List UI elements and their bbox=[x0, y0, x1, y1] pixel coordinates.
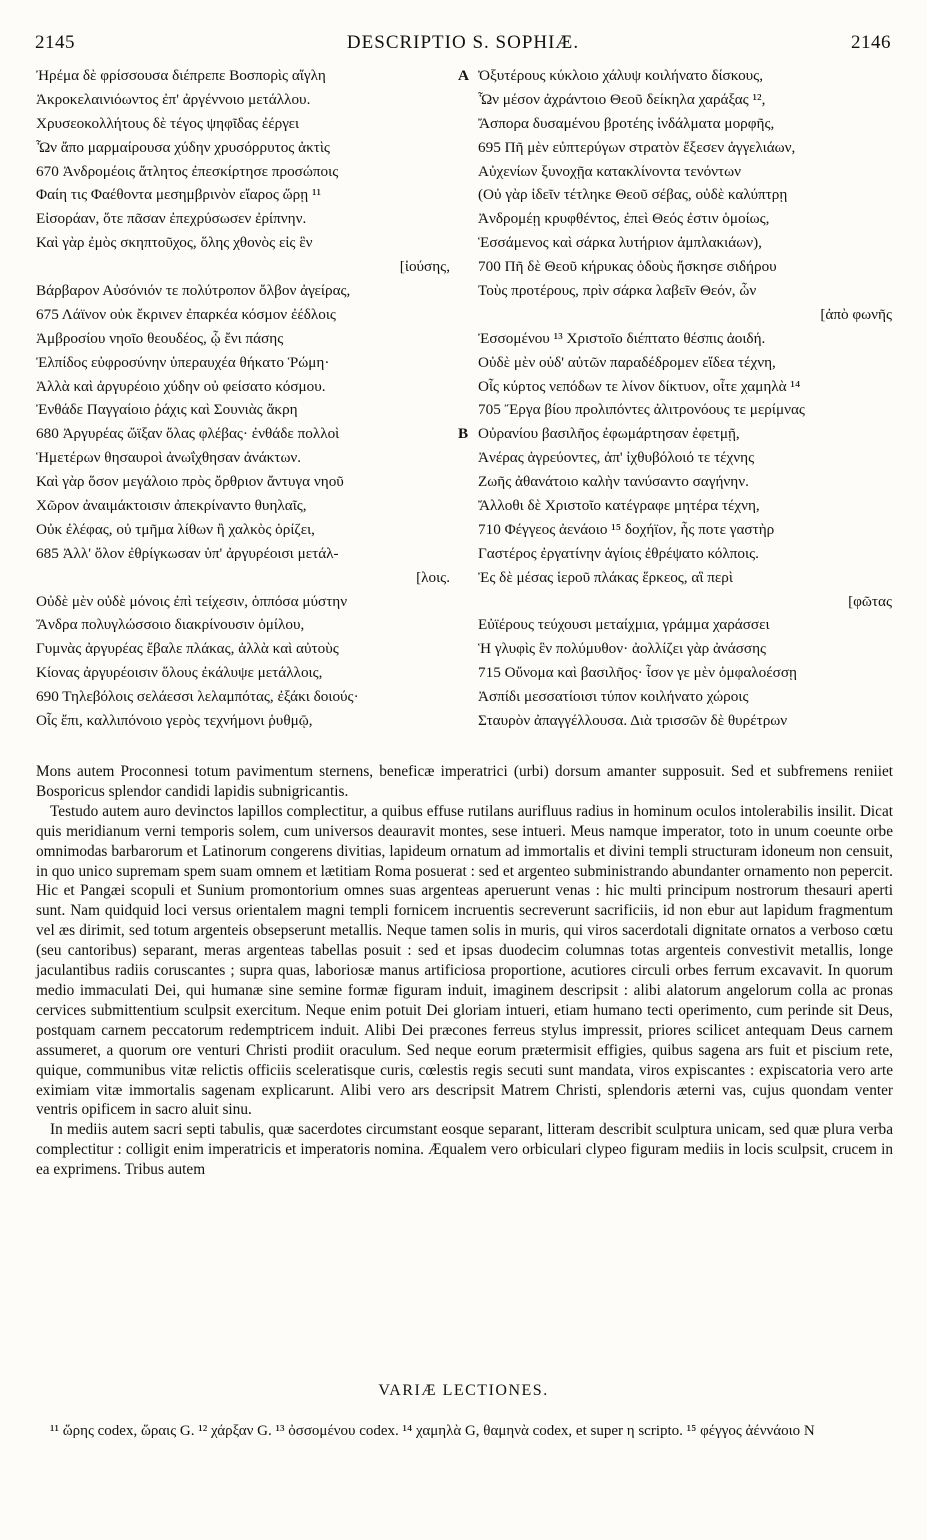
verse-text: Οὐδὲ μὲν οὐδ' αὐτῶν παραδέδρομεν εἴδεα τέχνη, bbox=[478, 353, 776, 371]
verse-text: [φῶτας bbox=[848, 592, 892, 610]
verse-line bbox=[458, 231, 898, 255]
verse-line bbox=[36, 160, 456, 184]
verse-text: Φαίη τις Φαέθοντα μεσημβρινὸν εἴαρος ὥρῃ ¹¹ bbox=[36, 186, 322, 204]
verse-line bbox=[36, 518, 456, 542]
verse-text: Ἄνδρα πολυγλώσσοιο διακρίνουσιν ὁμίλου, bbox=[36, 616, 305, 634]
verse-text: Οὐρανίου βασιλῆος ἐφωμάρτησαν ἐφετμῇ, bbox=[478, 425, 740, 443]
verse-text: Αὐχενίων ξυνοχῇα κατακλίνοντα τενόντων bbox=[478, 162, 742, 180]
margin-letter bbox=[458, 494, 478, 518]
verse-line bbox=[36, 255, 456, 279]
verse-line bbox=[36, 661, 456, 685]
verse-line bbox=[36, 446, 456, 470]
margin-letter bbox=[458, 470, 478, 494]
verse-line bbox=[36, 231, 456, 255]
verse-text: Βάρβαρον Αὐσόνιόν τε πολύτροπον ὄλβον ἀγείρας, bbox=[36, 282, 351, 300]
verse-line bbox=[36, 590, 456, 614]
verse-line bbox=[36, 207, 456, 231]
verse-text: Ἀκροκελαινιόωντος ἐπ' ἀργέννοιο μετάλλου. bbox=[36, 90, 311, 108]
page-number-right: 2146 bbox=[851, 32, 891, 53]
variant-readings-text: ¹¹ ὥρης codex, ὥραις G. ¹² χάρξαν G. ¹³ ὀσσομένου codex. ¹⁴ χαμηλὰ G, θαμηνὰ codex, et super η scripto. ¹⁵ φέγγος ἀέννάοιο N bbox=[50, 1423, 815, 1439]
verse-text: Χῶρον ἀναιμάκτοισιν ἀπεκρίναντο θυηλαῖς, bbox=[36, 497, 307, 515]
margin-letter bbox=[458, 590, 478, 614]
margin-letter bbox=[458, 136, 478, 160]
verse-text: Κίονας ἀργυρέοισιν ὅλους ἐκάλυψε μετάλλοις, bbox=[36, 664, 323, 682]
verse-line bbox=[458, 279, 898, 303]
margin-letter bbox=[458, 279, 478, 303]
verse-text: Οὐκ ἐλέφας, οὐ τμῆμα λίθων ἢ χαλκὸς ὁρίζει, bbox=[36, 520, 315, 538]
verse-text: Ἡμετέρων θησαυροὶ ἀνωΐχθησαν ἀνάκτων. bbox=[36, 449, 302, 467]
verse-line bbox=[36, 88, 456, 112]
verse-text: Ἄσπορα δυσαμένου βροτέης ἰνδάλματα μορφῆς, bbox=[478, 114, 775, 132]
verse-text: 700 Πῆ δὲ Θεοῦ κήρυκας ὁδοὺς ἤσκησε σιδήρου bbox=[478, 258, 777, 276]
verse-line bbox=[36, 566, 456, 590]
verse-text: Καὶ γὰρ ἐμὸς σκηπτοῦχος, ὅλης χθονὸς εἰς ἓν bbox=[36, 234, 313, 252]
margin-letter bbox=[458, 542, 478, 566]
running-title: DESCRIPTIO S. SOPHIÆ. bbox=[346, 32, 580, 53]
verse-line bbox=[458, 542, 898, 566]
verse-text: Ἀνδρομέῃ κρυφθέντος, ἐπεὶ Θεός ἐστιν ὁμοίως, bbox=[478, 210, 770, 228]
verse-text: Χρυσεοκολλήτους δὲ τέγος ψηφῖδας ἐέργει bbox=[36, 114, 300, 132]
verse-line bbox=[458, 637, 898, 661]
verse-line bbox=[36, 64, 456, 88]
variae-lectiones-heading: VARIÆ LECTIONES. bbox=[378, 1382, 549, 1399]
verse-text: Ἐνθάδε Παγγαίοιο ῥάχις καὶ Σουνιὰς ἄκρη bbox=[36, 401, 298, 419]
verse-text: 690 Τηλεβόλοις σελάεσσι λελαμπότας, ἐξάκι δοιούς· bbox=[36, 688, 359, 706]
verse-text: Ἀσπίδι μεσσατίοισι τύπον κοιλήνατο χώροις bbox=[478, 688, 749, 706]
margin-letter bbox=[458, 231, 478, 255]
margin-letter: A bbox=[458, 67, 469, 84]
verse-line bbox=[36, 303, 456, 327]
margin-letter bbox=[458, 255, 478, 279]
verse-line bbox=[458, 590, 898, 614]
verse-text: 710 Φέγγεος ἀενάοιο ¹⁵ δοχήϊον, ἧς ποτε γαστὴρ bbox=[478, 520, 775, 538]
verse-line bbox=[36, 685, 456, 709]
page-header bbox=[35, 32, 891, 60]
verse-line bbox=[36, 637, 456, 661]
verse-line bbox=[458, 136, 898, 160]
verse-text: Ἐλπίδος εὐφροσύνην ὑπεραυχέα θήκατο Ῥώμη· bbox=[36, 353, 330, 371]
margin-letter bbox=[458, 351, 478, 375]
verse-line bbox=[458, 351, 898, 375]
verse-line bbox=[36, 136, 456, 160]
verse-text: Ὧν ἄπο μαρμαίρουσα χύδην χρυσόρρυτος ἀκτὶς bbox=[36, 138, 330, 156]
margin-letter bbox=[458, 327, 478, 351]
verse-text: Ἐσσομένου ¹³ Χριστοῖο διέπτατο θέσπις ἀοιδή. bbox=[478, 329, 766, 347]
verse-line bbox=[36, 375, 456, 399]
margin-letter bbox=[458, 446, 478, 470]
verse-text: Ὀξυτέρους κύκλοιο χάλυψ κοιλήνατο δίσκους, bbox=[478, 67, 763, 84]
verse-line bbox=[458, 64, 898, 88]
verse-text: Ζωῆς ἀθανάτοιο καλὴν τανύσαντο σαγήνην. bbox=[478, 473, 749, 491]
verse-text: Εὐϊέρους τεύχουσι μεταίχμια, γράμμα χαράσσει bbox=[478, 616, 770, 634]
verse-text: [ἰούσης, bbox=[399, 258, 450, 276]
verse-line bbox=[458, 112, 898, 136]
verse-text: Εἰσοράαν, ὅτε πᾶσαν ἐπεχρύσωσεν ἐρίπνην. bbox=[36, 210, 307, 228]
margin-letter bbox=[458, 303, 478, 327]
verse-line bbox=[458, 88, 898, 112]
verse-line bbox=[36, 542, 456, 566]
verse-text: Καὶ γὰρ ὅσον μεγάλοιο πρὸς ὄρθριον ἄντυγα νηοῦ bbox=[36, 473, 344, 491]
verse-line bbox=[458, 685, 898, 709]
margin-letter bbox=[458, 183, 478, 207]
verse-line bbox=[458, 207, 898, 231]
verse-text: 695 Πῆ μὲν εὐπτερύγων στρατὸν ἔξεσεν ἀγγελιάων, bbox=[478, 138, 796, 156]
verse-text: Οἷς κύρτος νεπόδων τε λίνον δίκτυον, οἶτε χαμηλὰ ¹⁴ bbox=[478, 377, 801, 395]
verse-line bbox=[458, 518, 898, 542]
verse-line bbox=[458, 709, 898, 733]
verse-line bbox=[458, 160, 898, 184]
verse-line bbox=[458, 470, 898, 494]
margin-letter bbox=[458, 207, 478, 231]
latin-paragraph: In mediis autem sacri septi tabulis, quæ sacerdotes circumstant eosque separant, litteram describit sculptura unicam, sed quæ plura verba complectitur : colligit enim imperatricis et imperatoris nomina. Æqualem vero orbiculari clypeo figuram mediis in locis sculpsit, crucem in ea exprimens. Tribus autem bbox=[36, 1121, 893, 1179]
margin-letter bbox=[458, 661, 478, 685]
latin-translation bbox=[36, 762, 893, 1180]
verse-line bbox=[36, 279, 456, 303]
verse-text: [ἀπὸ φωνῆς bbox=[820, 305, 892, 323]
verse-line bbox=[36, 351, 456, 375]
verse-text: Ὧν μέσον ἀχράντοιο Θεοῦ δείκηλα χαράξας ¹², bbox=[478, 90, 766, 108]
verse-text: 705 Ἔργα βίου προλιπόντες ἀλιτρονόους τε μερίμνας bbox=[478, 401, 805, 419]
verse-line bbox=[36, 470, 456, 494]
verse-text: 675 Λάϊνον οὐκ ἔκρινεν ἐπαρκέα κόσμον ἐέδλοις bbox=[36, 305, 336, 323]
verse-line bbox=[458, 255, 898, 279]
margin-letter bbox=[458, 637, 478, 661]
verse-text: Γαστέρος ἐργατίνην ἁγίοις ἐθρέψατο κόλποις. bbox=[478, 544, 759, 562]
verse-line bbox=[458, 494, 898, 518]
verse-text: Ἡ γλυφὶς ἓν πολύμυθον· ἀολλίζει γὰρ ἀνάσσης bbox=[478, 640, 767, 658]
margin-letter bbox=[458, 518, 478, 542]
verse-text: Γυμνὰς ἀργυρέας ἔβαλε πλάκας, ἀλλὰ καὶ αὐτοὺς bbox=[36, 640, 339, 658]
verse-line bbox=[36, 183, 456, 207]
verse-text: Ἠρέμα δὲ φρίσσουσα διέπρεπε Βοσπορὶς αἴγλη bbox=[36, 67, 326, 84]
verse-text: Ἀλλὰ καὶ ἀργυρέοιο χύδην οὐ φείσατο κόσμου. bbox=[36, 377, 326, 395]
verse-text: (Οὐ γὰρ ἰδεῖν τέτληκε Θεοῦ σέβας, οὐδὲ καλύπτρῃ bbox=[478, 186, 788, 204]
margin-letter bbox=[458, 566, 478, 590]
margin-letter bbox=[458, 398, 478, 422]
verse-text: 670 Ἀνδρομέοις ἄτλητος ἐπεσκίρτησε προσώποις bbox=[36, 162, 339, 180]
margin-letter bbox=[458, 685, 478, 709]
latin-paragraph: Mons autem Proconnesi totum pavimentum sternens, beneficæ imperatrici (urbi) dorsum amanter supposuit. Sed et subfremens reniiet Bosporicus splendor candidi lapidis subnigricantis. bbox=[36, 763, 893, 800]
verse-line bbox=[36, 398, 456, 422]
verse-text: Ἀμβροσίου νηοῖο θεουδέος, ᾧ ἔνι πάσης bbox=[36, 329, 284, 347]
verse-line bbox=[36, 494, 456, 518]
verse-text: [λοις. bbox=[416, 568, 450, 586]
verse-line bbox=[458, 613, 898, 637]
verse-line bbox=[458, 303, 898, 327]
verse-line bbox=[36, 112, 456, 136]
verse-text: 715 Οὔνομα καὶ βασιλῆος· ἶσον γε μὲν ὀμφαλοέσσῃ bbox=[478, 664, 797, 682]
verse-line bbox=[458, 566, 898, 590]
page-number-left: 2145 bbox=[35, 32, 75, 53]
verse-text: Τοὺς προτέρους, πρὶν σάρκα λαβεῖν Θεόν, ὧν bbox=[478, 282, 757, 300]
verse-line bbox=[458, 422, 898, 446]
verse-text: Σταυρὸν ἀπαγγέλλουσα. Διὰ τρισσῶν δὲ θυρέτρων bbox=[478, 712, 788, 730]
verse-line bbox=[458, 661, 898, 685]
verse-line bbox=[36, 327, 456, 351]
verse-line bbox=[458, 446, 898, 470]
verse-text: Οἷς ἔπι, καλλιπόνοιο γερὸς τεχνήμονι ῥυθμῷ, bbox=[36, 712, 313, 730]
margin-letter: B bbox=[458, 425, 469, 443]
greek-left-column bbox=[36, 64, 456, 733]
margin-letter bbox=[458, 88, 478, 112]
verse-text: 680 Ἀργυρέας ὤϊξαν ὅλας φλέβας· ἐνθάδε πολλοὶ bbox=[36, 425, 340, 443]
verse-line bbox=[458, 375, 898, 399]
verse-line bbox=[36, 422, 456, 446]
verse-text: 685 Ἀλλ' ὅλον ἐθρίγκωσαν ὑπ' ἀργυρέοισι μετάλ- bbox=[36, 544, 339, 562]
margin-letter bbox=[458, 375, 478, 399]
verse-line bbox=[458, 183, 898, 207]
verse-line bbox=[458, 327, 898, 351]
verse-text: Ἀνέρας ἀγρεύοντες, ἀπ' ἰχθυβόλοιό τε τέχνης bbox=[478, 449, 755, 467]
verse-line bbox=[36, 613, 456, 637]
margin-letter bbox=[458, 613, 478, 637]
verse-text: Ἑσσάμενος καὶ σάρκα λυτήριον ἀμπλακιάων), bbox=[478, 234, 762, 252]
verse-text: Ἐς δὲ μέσας ἱεροῦ πλάκας ἕρκεος, αἳ περὶ bbox=[478, 568, 733, 586]
variant-readings-notes bbox=[36, 1422, 893, 1442]
margin-letter bbox=[458, 709, 478, 733]
latin-paragraph: Testudo autem auro devinctos lapillos complectitur, a quibus effuse rutilans aurifluus radius in hominum oculos intolerabilis insilit. Dicat quis meridianum verni temporis solem, cum universos deauravit montes, sese intueri. Meus namque imperator, toto in unum coeunte orbe omnimodas barbarorum et Latinorum congerens divitias, lapideum ornatum ad immortalis et divini templi structuram idoneum non censuit, in quo unico supremam spem suam omnem et lætitiam Roma posuerat : sed et argenteo subministrando abundanter ornamento non pepercit. Hic et Pangæi scopuli et Sunium promontorium omnes suas argenteas aperuerunt venas : hic multi principum nostrorum thesauri aperti sunt. Nam quidquid loci versus orientalem magni templi fornicem incruentis secreverunt sacrificiis, id non ebur aut lapidum fragmentum vel æs dirimit, sed totum argenteis obsepserunt metallis. Neque tamen solis in muris, qui viros sacerdotali dignitate ornatos a verboso cœtu (seu cantoribus) separant, meras argenteas tabellas posuit : sed et ipsas duodecim columnas totas argenteis convestivit metallis, longe jaculantibus radiis coruscantes ; supra quas, laboriosæ manus artificiosa proportione, acutiores circuli orbes ferrum excavavit. In quorum medio immaculati Dei, qui humanæ sine semine formæ figuram induit, imaginem descripsit : alibi alatorum angelorum colla ac pronas cervices submittentium sculpsit exercitum. Neque enim potuit Dei gloriam intueri, etiam humano tecti operimento, cum perinde sit Deus, postquam carnem peccatorum redemptricem induit. Alibi Dei præcones ferreus stylus impressit, priores scilicet antequam Deus carnem assumeret, a quorum ore venturi Christi prodiit oraculum. Sed neque eorum prætermisit effigies, quibus sagena ars fuit et piscium rete, quique, communibus vitæ relictis officiis sceleratisque curis, cœlestis regis secuti sunt mandata, viros expiscantes : expiscatoria vero arte eximiam vitæ immortalis sagenam explicarunt. Alibi vero ars descripsit Matrem Christi, splendoris æterni vas, cujus quondam venter ventris opificem in sacro aluit sinu. bbox=[36, 802, 893, 1119]
verse-text: Οὐδὲ μὲν οὐδὲ μόνοις ἐπὶ τείχεσιν, ὁππόσα μύστην bbox=[36, 592, 348, 610]
verse-text: Ἄλλοθι δὲ Χριστοῖο κατέγραφε μητέρα τέχνη, bbox=[478, 497, 760, 515]
margin-letter bbox=[458, 112, 478, 136]
verse-line bbox=[458, 398, 898, 422]
greek-right-column bbox=[458, 64, 898, 733]
verse-line bbox=[36, 709, 456, 733]
margin-letter bbox=[458, 160, 478, 184]
